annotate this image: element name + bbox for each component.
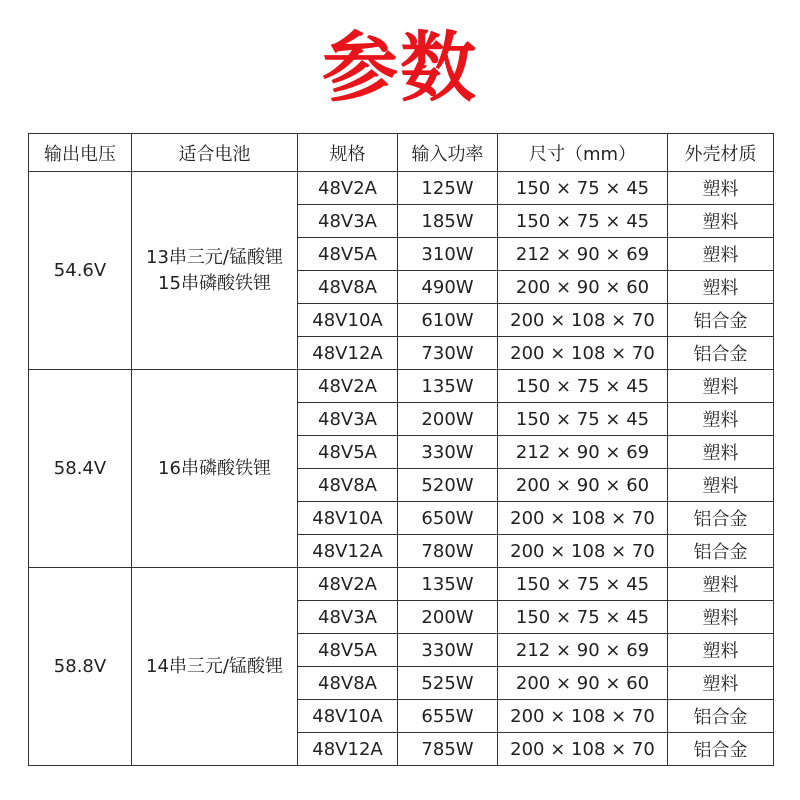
material-cell: 铝合金 [668,733,774,766]
material-cell: 塑料 [668,667,774,700]
spec-cell: 48V2A [298,370,398,403]
power-cell: 135W [398,370,498,403]
power-cell: 330W [398,634,498,667]
battery-type-line: 15串磷酸铁锂 [158,272,271,294]
spec-cell: 48V3A [298,601,398,634]
header-voltage: 输出电压 [29,134,132,172]
power-cell: 780W [398,535,498,568]
output-voltage-cell: 58.4V [29,370,132,568]
material-cell: 塑料 [668,634,774,667]
battery-type-cell [132,568,298,766]
material-cell: 塑料 [668,469,774,502]
table-row [29,172,774,205]
battery-type-line: 16串磷酸铁锂 [158,457,271,479]
size-cell: 150 × 75 × 45 [498,205,668,238]
spec-cell: 48V5A [298,238,398,271]
material-cell: 铝合金 [668,304,774,337]
power-cell: 125W [398,172,498,205]
spec-cell: 48V2A [298,568,398,601]
size-cell: 200 × 90 × 60 [498,271,668,304]
page-title: 参数 [322,23,478,112]
spec-cell: 48V12A [298,535,398,568]
material-cell: 塑料 [668,370,774,403]
battery-type-line: 13串三元/锰酸锂 [146,246,283,268]
power-cell: 520W [398,469,498,502]
power-cell: 785W [398,733,498,766]
size-cell: 200 × 90 × 60 [498,469,668,502]
spec-cell: 48V8A [298,271,398,304]
spec-cell: 48V8A [298,469,398,502]
power-cell: 200W [398,601,498,634]
spec-cell: 48V10A [298,700,398,733]
material-cell: 铝合金 [668,502,774,535]
material-cell: 塑料 [668,436,774,469]
material-cell: 塑料 [668,403,774,436]
material-cell: 铝合金 [668,337,774,370]
size-cell: 200 × 108 × 70 [498,733,668,766]
header-battery: 适合电池 [132,134,298,172]
spec-cell: 48V2A [298,172,398,205]
material-cell: 塑料 [668,601,774,634]
header-row [29,134,774,172]
table-row [29,568,774,601]
size-cell: 150 × 75 × 45 [498,601,668,634]
power-cell: 525W [398,667,498,700]
spec-cell: 48V12A [298,337,398,370]
spec-cell: 48V3A [298,205,398,238]
table-row [29,370,774,403]
power-cell: 655W [398,700,498,733]
size-cell: 212 × 90 × 69 [498,634,668,667]
header-material: 外壳材质 [668,134,774,172]
power-cell: 490W [398,271,498,304]
battery-type-cell [132,370,298,568]
power-cell: 330W [398,436,498,469]
power-cell: 650W [398,502,498,535]
size-cell: 150 × 75 × 45 [498,370,668,403]
output-voltage-cell: 58.8V [29,568,132,766]
power-cell: 200W [398,403,498,436]
spec-cell: 48V3A [298,403,398,436]
spec-cell: 48V5A [298,436,398,469]
material-cell: 塑料 [668,205,774,238]
size-cell: 150 × 75 × 45 [498,172,668,205]
size-cell: 200 × 108 × 70 [498,535,668,568]
power-cell: 310W [398,238,498,271]
header-size: 尺寸（mm） [498,134,668,172]
material-cell: 铝合金 [668,535,774,568]
size-cell: 150 × 75 × 45 [498,568,668,601]
material-cell: 塑料 [668,568,774,601]
size-cell: 200 × 108 × 70 [498,502,668,535]
size-cell: 200 × 90 × 60 [498,667,668,700]
power-cell: 185W [398,205,498,238]
header-spec: 规格 [298,134,398,172]
size-cell: 200 × 108 × 70 [498,304,668,337]
material-cell: 铝合金 [668,700,774,733]
battery-type-line: 14串三元/锰酸锂 [146,655,283,677]
size-cell: 212 × 90 × 69 [498,436,668,469]
size-cell: 200 × 108 × 70 [498,700,668,733]
material-cell: 塑料 [668,238,774,271]
header-power: 输入功率 [398,134,498,172]
material-cell: 塑料 [668,172,774,205]
battery-type-cell [132,172,298,370]
spec-cell: 48V12A [298,733,398,766]
material-cell: 塑料 [668,271,774,304]
spec-cell: 48V10A [298,502,398,535]
spec-cell: 48V8A [298,667,398,700]
power-cell: 135W [398,568,498,601]
size-cell: 212 × 90 × 69 [498,238,668,271]
size-cell: 200 × 108 × 70 [498,337,668,370]
power-cell: 610W [398,304,498,337]
spec-table [28,133,774,766]
output-voltage-cell: 54.6V [29,172,132,370]
spec-table-body [29,172,774,766]
power-cell: 730W [398,337,498,370]
spec-cell: 48V10A [298,304,398,337]
size-cell: 150 × 75 × 45 [498,403,668,436]
spec-cell: 48V5A [298,634,398,667]
